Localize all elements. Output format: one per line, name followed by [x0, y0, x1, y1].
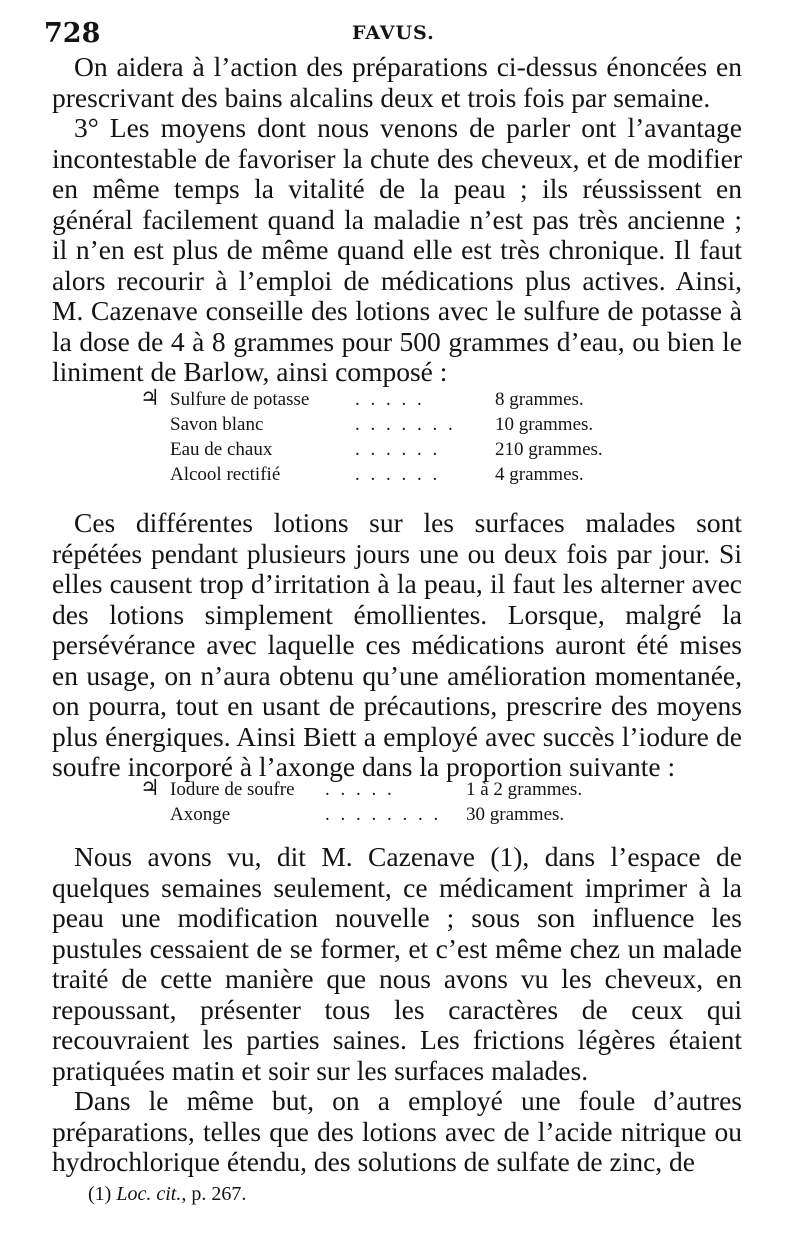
leader-dots: . . . . .	[355, 389, 425, 410]
ingredient-quantity: 1 à 2 grammes.	[466, 779, 583, 800]
prescription-row	[140, 462, 630, 487]
leader-dots: . . . . . .	[355, 464, 441, 485]
prescription-row	[140, 412, 630, 437]
recipe-symbol-icon: ♃	[140, 775, 160, 800]
recipe-symbol-icon: ♃	[140, 385, 160, 410]
ingredient-name: Axonge	[170, 804, 231, 825]
ingredient-quantity: 10 grammes.	[495, 414, 594, 435]
leader-dots: . . . . . . . .	[325, 804, 442, 825]
ingredient-name: Iodure de soufre	[170, 779, 295, 800]
footnote-marker: (1)	[88, 1183, 112, 1205]
prescription-iodide-ointment	[140, 777, 630, 827]
paragraph: 3° Les moyens dont nous venons de parler ont l’avantage incontestable de favoriser la chute des cheveux, et de modifier en même temps la vitalité de la peau ; ils réussissent en général facilement quand la maladie n’est pas très ancienne ; il n’en est plus de même quand elle est très chronique. Il faut alors recourir à l’emploi de médications plus actives. Ainsi, M. Cazenave conseille des lotions avec le sulfure de potasse à la dose de 4 à 8 grammes pour 500 grammes d’eau, ou bien le liniment de Barlow, ainsi composé :	[52, 112, 742, 387]
text-block-2	[52, 508, 742, 783]
leader-dots: . . . . . .	[355, 439, 441, 460]
footnote-page: , p. 267.	[181, 1183, 247, 1205]
ingredient-quantity: 8 grammes.	[495, 389, 584, 410]
footnote-citation: Loc. cit.	[116, 1183, 182, 1205]
text-block-1	[52, 52, 742, 388]
footnote	[88, 1183, 246, 1206]
ingredient-quantity: 4 grammes.	[495, 464, 584, 485]
prescription-row	[140, 802, 630, 827]
prescription-row	[140, 387, 630, 412]
ingredient-name: Sulfure de potasse	[170, 389, 310, 410]
ingredient-quantity: 210 grammes.	[495, 439, 603, 460]
paragraph: Nous avons vu, dit M. Cazenave (1), dans l’espace de quelques semaines seulement, ce médicament imprimer à la peau une modification nouvelle ; sous son influence les pustules cessaient de se former, et c’est même chez un malade traité de cette manière que nous avons vu les cheveux, en repoussant, présenter tous les caractères de ceux qui recouvraient les parties saines. Les frictions légères étaient pratiquées matin et soir sur les surfaces malades.	[52, 841, 742, 1086]
ingredient-name: Savon blanc	[170, 414, 264, 435]
leader-dots: . . . . . . .	[355, 414, 456, 435]
prescription-row	[140, 437, 630, 462]
paragraph: Ces différentes lotions sur les surfaces malades sont répétées pendant plusieurs jours une ou deux fois par jour. Si elles causent trop d’irritation à la peau, il faut les alterner avec des lotions simplement émollientes. Lorsque, malgré la persévérance avec laquelle ces médications auront été mises en usage, on n’aura obtenu qu’une amélioration momentanée, on pourra, tout en usant de précautions, prescrire des moyens plus énergiques. Ainsi Biett a employé avec succès l’iodure de soufre incorporé à l’axonge dans la proportion suivante :	[52, 507, 742, 782]
ingredient-quantity: 30 grammes.	[466, 804, 565, 825]
prescription-row	[140, 777, 630, 802]
page-number: 728	[44, 18, 101, 49]
prescription-barlow-liniment	[140, 387, 630, 487]
paragraph: Dans le même but, on a employé une foule d’autres préparations, telles que des lotions avec de l’acide nitrique ou hydrochlorique étendu, des solutions de sulfate de zinc, de	[52, 1085, 742, 1177]
text-block-3	[52, 842, 742, 1178]
running-head: FAVUS.	[352, 22, 435, 44]
ingredient-name: Alcool rectifié	[170, 464, 281, 485]
paragraph: On aidera à l’action des préparations ci-dessus énoncées en prescrivant des bains alcalins deux et trois fois par semaine.	[52, 51, 742, 113]
page-header	[44, 18, 760, 52]
ingredient-name: Eau de chaux	[170, 439, 273, 460]
leader-dots: . . . . .	[325, 779, 395, 800]
